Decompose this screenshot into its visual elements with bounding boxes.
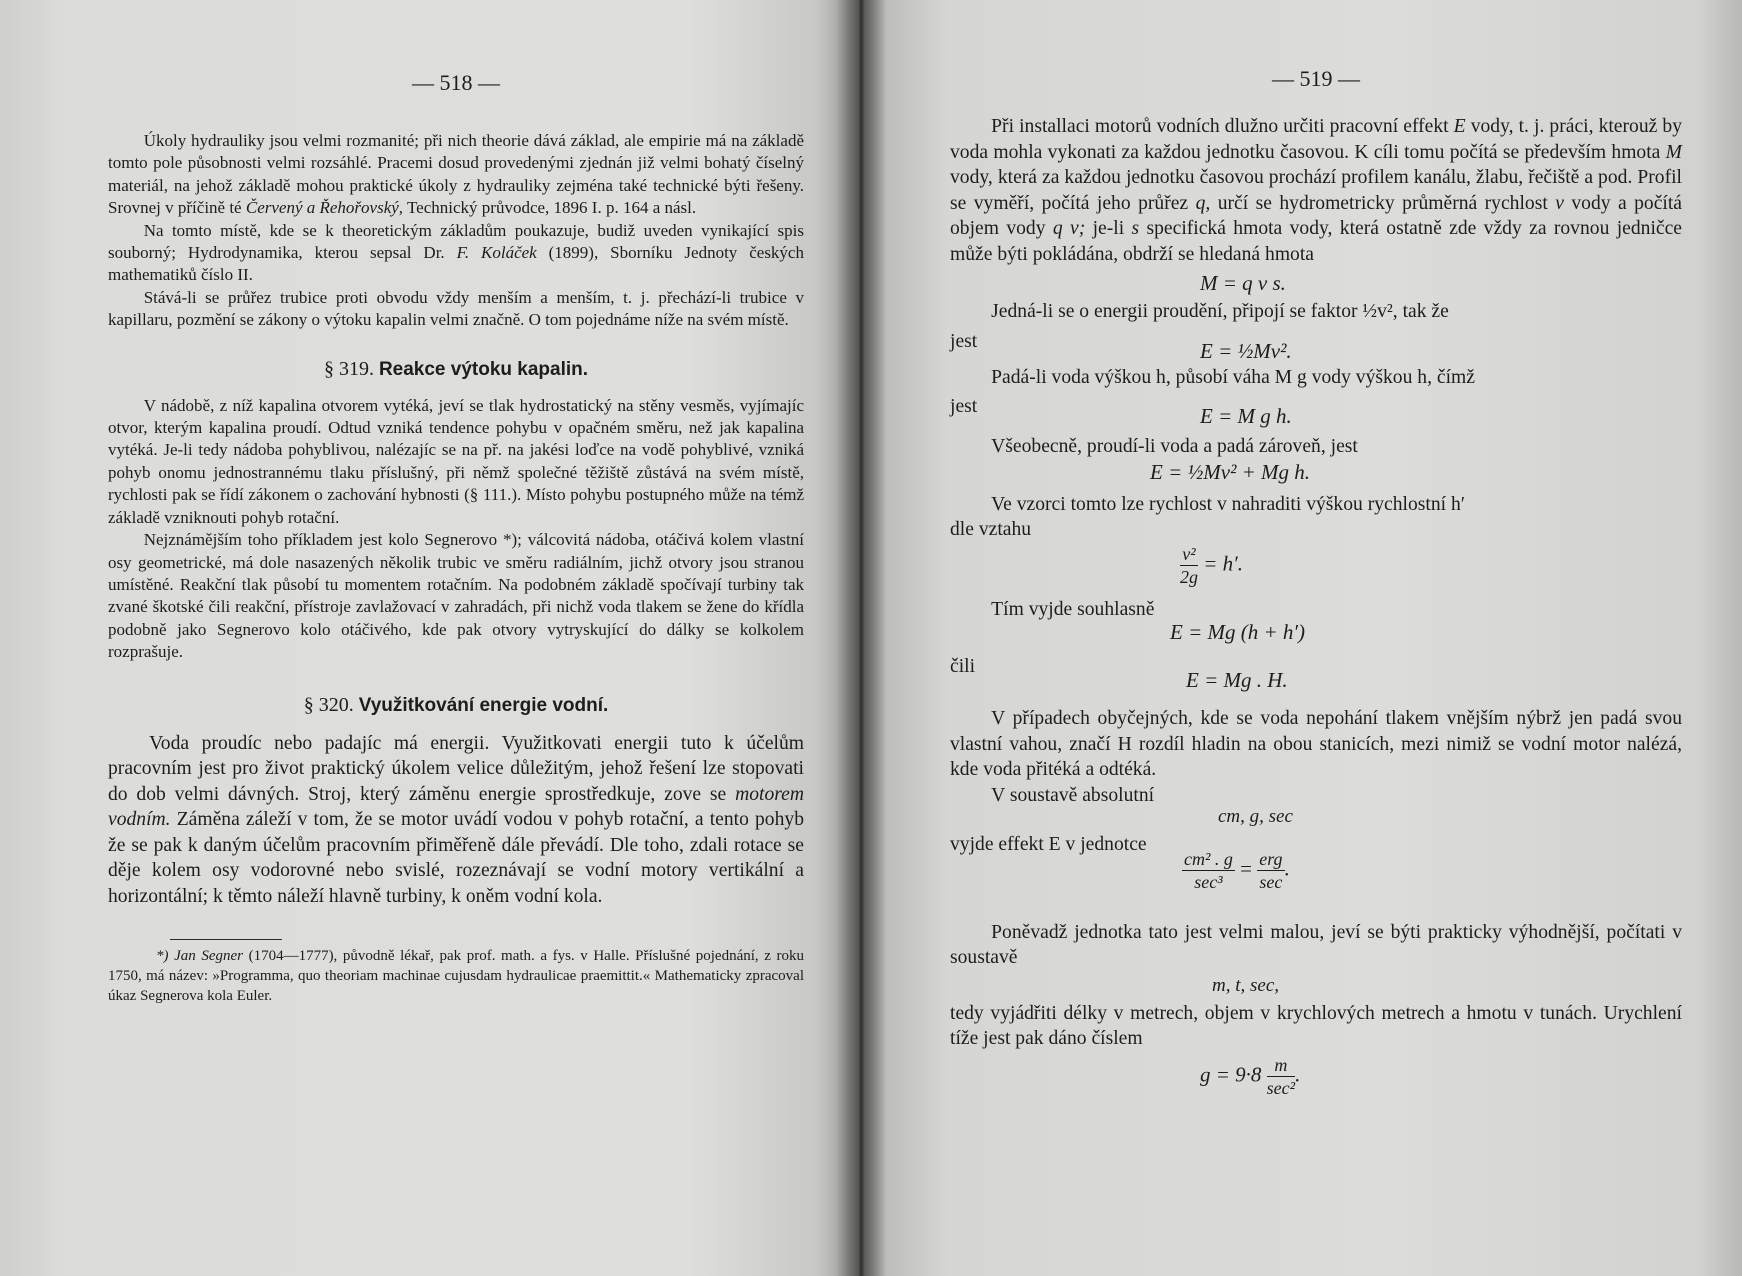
equation-head: čili E = Mg . H.: [950, 656, 1288, 692]
units-mts: m, t, sec,: [1212, 974, 1280, 996]
right-text: [950, 114, 1682, 1104]
paragraph: Voda proudíc nebo padajíc má energii. Využitkovati energii tuto k účelům pracovním jest pro život praktický úkolem velice důležitým, jehož řešení lze stopovati do dob velmi dávných. Stroj, který záměnu energie sprostředkuje, zove se motorem vodním. Záměna záleží v tom, že se motor uvádí vodou v pohyb rotační, a tento pohyb že se pak k daným účelům pracovním přiměřeně dále převádí. Dle toho, zdali rotace se děje kolem osy vodorovné nebo svislé, rozeznávají se vodní motory vertikální a horizontální; k těmto náleží hlavně turbiny, k oněm vodní kola.: [108, 732, 804, 907]
paragraph: Na tomto místě, kde se k theoretickým základům poukazuje, budiž uveden vynikající spis souborný; Hydrodynamika, kterou sepsal Dr. F. Koláček (1899), Sborníku Jednoty českých mathematiků číslo II.: [108, 220, 804, 285]
footnote: *) Jan Segner (1704—1777), původně lékař, pak prof. math. a fys. v Halle. Příslušné pojednání, z roku 1750, má název: »Programma, quo theoriam machinae cujusdam hydraulicae praemittit.« Mathematicky zpracoval úkaz Segnerova kola Euler.: [108, 948, 804, 1005]
equation-gravity: g = 9·8 $\frac{m}{\text{sec²}}$ .: [1200, 1054, 1301, 1098]
paragraph: tedy vyjádřiti délky v metrech, objem v krychlových metrech a hmotu v tunách. Urychlení tíže jest pak dáno číslem: [950, 1002, 1682, 1049]
equation-combined: E = Mg (h + h′): [1170, 620, 1305, 644]
intro-text: [108, 130, 804, 332]
paragraph: Všeobecně, proudí-li voda a padá zároveň, jest: [991, 436, 1358, 457]
left-page: [0, 0, 860, 1276]
paragraph: Ve vzorci tomto lze rychlost v nahraditi výškou rychlostní h′: [991, 493, 1466, 515]
paragraph: V nádobě, z níž kapalina otvorem vytéká, jeví se tlak hydrostatický na stěny vesměs, vyjímajíc otvor, kterým kapalina proudí. Odtud vzniká tendence pohybu v opačném směru, než jak kapalina vytéká. Je-li tedy nádoba pohyblivou, nalézajíc se na př. na jakési loďce na vodě pohyblivé, vzniká pohyb onomu jednostrannému tlaku příslušný, při němž společné těžiště zůstává na svém místě, rychlosti pak se řídí zákonem o zachování hybnosti (§ 111.). Místo pohybu postupného může na témž základě vzniknouti pohyb rotační.: [108, 395, 804, 527]
paragraph: Padá-li voda výškou h, působí váha M g vody výškou h, čímž: [991, 366, 1475, 388]
equation-erg-units: $\frac{\text{cm² . g}}{\text{sec³}}$ = $\frac{\text{erg}}{\sec}$ .: [1184, 848, 1290, 892]
right-page: [860, 0, 1742, 1276]
section-319-text: [108, 395, 804, 664]
page-number-right: — 519 —: [1272, 66, 1360, 91]
section-320-text: [108, 731, 804, 910]
section-heading-320: § 320. Využitkování energie vodní.: [303, 693, 609, 716]
section-heading-319: § 319. Reakce výtoku kapalin.: [323, 357, 589, 380]
paragraph: Úkoly hydrauliky jsou velmi rozmanité; při nich theorie dává základ, ale empirie má na základě tomto pole působnosti velmi rozsáhlé. Pracemi dosud provedenými zjednán již velmi bohatý číselný materiál, na jehož základě mohou praktické úkoly z hydrauliky zejména také technické býti řešeny. Srovnej v příčině té Červený a Řehořovský, Technický průvodce, 1896 I. p. 164 a násl.: [108, 131, 804, 218]
paragraph: dle vztahu: [950, 519, 1032, 540]
paragraph: Stává-li se průřez trubice proti obvodu vždy menším a menším, t. j. přechází-li trubice v kapillaru, pozmění se zákony o výtoku kapalin velmi značně. O tom pojednáme níže na svém místě.: [108, 287, 804, 330]
paragraph: Tím vyjde souhlasně: [991, 598, 1155, 620]
equation-velocity-height: $\frac{\text{v²}}{2g}$ = h′.: [1180, 543, 1244, 587]
paragraph: V případech obyčejných, kde se voda nepohání tlakem vnějším nýbrž jen padá svou vlastní vahou, značí H rozdíl hladin na obou stanicích, mezi nimiž se vodní motor nalézá, kde voda přitéká a odtéká.: [950, 708, 1682, 780]
footnote-rule: [170, 939, 282, 940]
paragraph: V soustavě absolutní: [991, 784, 1155, 806]
paragraph: Nejznámějším toho příkladem jest kolo Segnerovo *); válcovitá nádoba, otáčivá kolem vlastní osy geometrické, má dole nasazených několik trubic ve směru radiálním, jichž otvory jsou stranou umístěné. Reakční tlak působí tu momentem rotačním. Na podobném základě spočívají turbiny tak zvané škotské čili reakční, přístroje zavlažovací v zahradách, při nichž voda tlakem se žene do křídla podobně jako Segnerovo kolo otáčivého, kde pak otvory vytryskující do dálky se kolkolem rozprašuje.: [108, 530, 804, 662]
equation-mass: M = q v s.: [1200, 271, 1286, 295]
paragraph: Při installaci motorů vodních dlužno určiti pracovní effekt E vody, t. j. práci, kterouž by voda mohla vykonati za každou jednotku časovou. K cíli tomu počítá se především hmota M vody, která za každou jednotku časovou prochází profilem kanálu, žlabu, řečiště a pod. Profil se vyměří, počítá jeho průřez q, určí se hydrometricky průměrná rychlost v vody a počítá objem vody q v; je-li s specifická hmota vody, která ostatně zde vždy za rovnou jedničce může býti pokládána, obdrží se hledaná hmota: [950, 116, 1683, 265]
equation-potential: jest E = M g h.: [950, 396, 1292, 428]
page-number-left: — 518 —: [412, 70, 500, 95]
units-cgs: cm, g, sec: [1218, 806, 1293, 827]
equation-kinetic: jest E = ½Mv².: [950, 330, 1292, 363]
paragraph: Poněvadž jednotka tato jest velmi malou, jeví se býti prakticky výhodnější, počítati v soustavě: [950, 921, 1682, 968]
equation-total: E = ½Mv² + Mg h.: [1150, 459, 1311, 484]
paragraph: vyjde effekt E v jednotce: [950, 834, 1147, 855]
paragraph: Jedná-li se o energii proudění, připojí se faktor ½v², tak že: [991, 301, 1449, 322]
